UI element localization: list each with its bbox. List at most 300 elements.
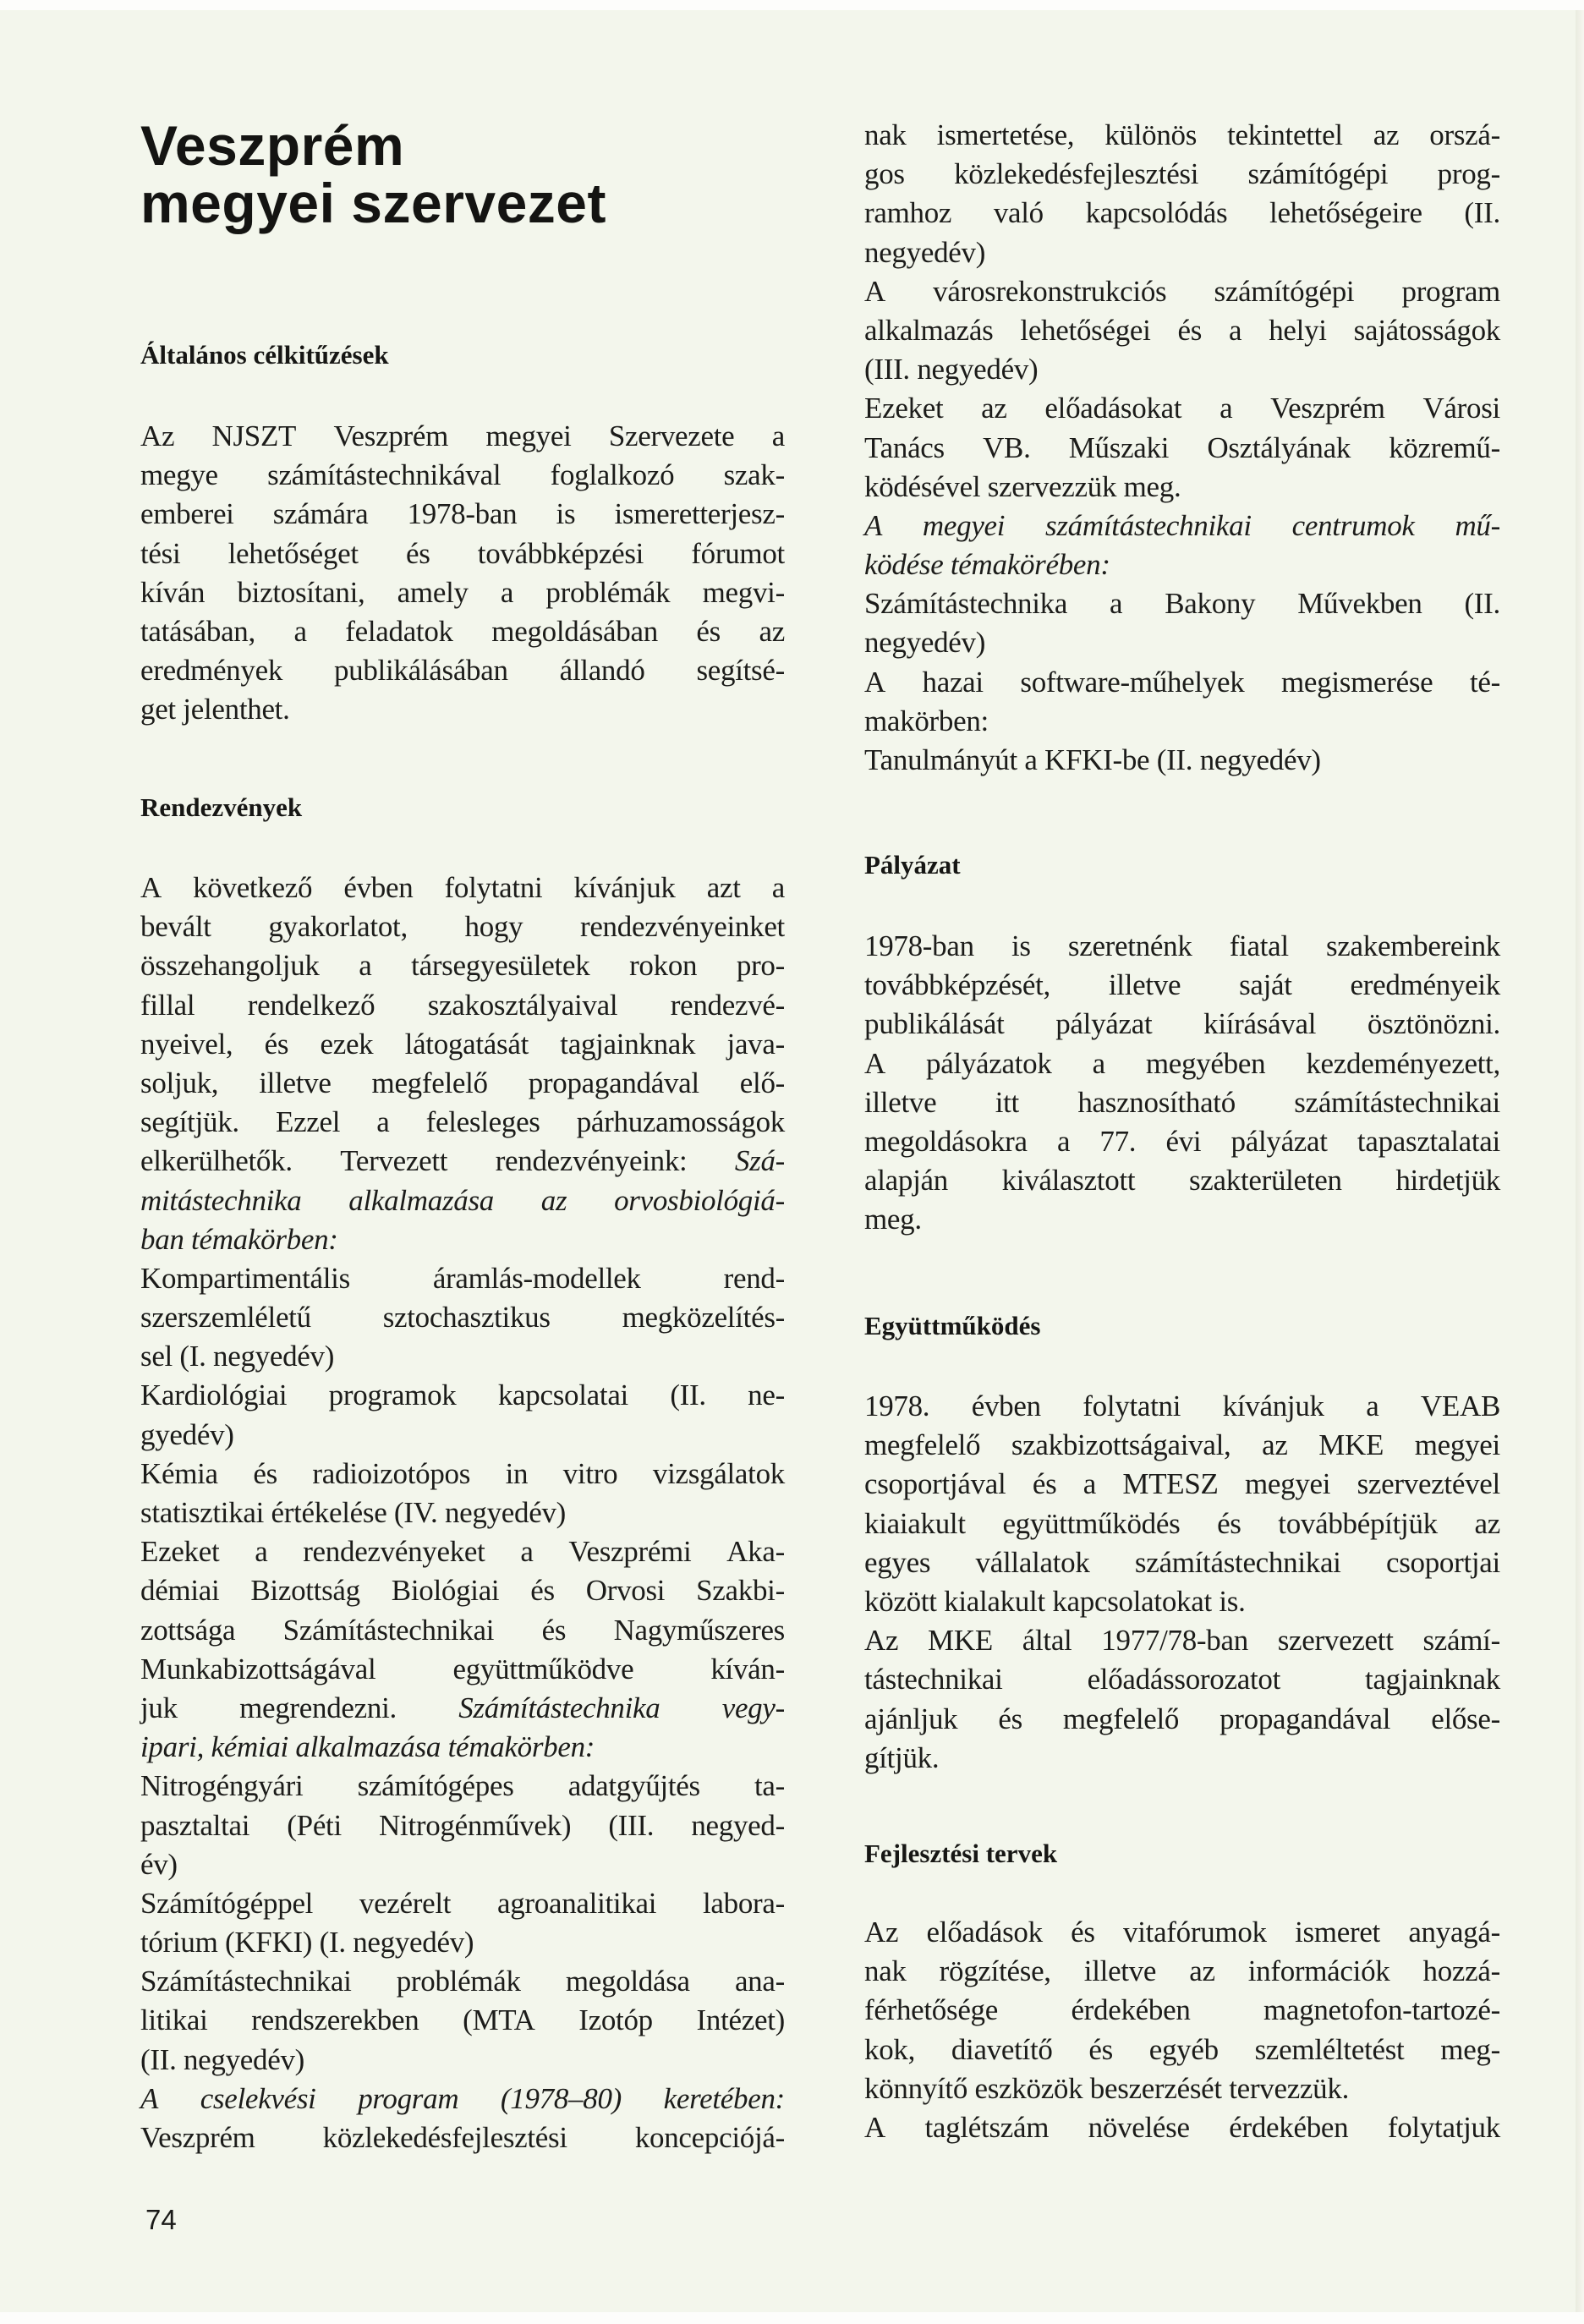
word: és: [1071, 1916, 1095, 1949]
word: megyei: [485, 419, 572, 452]
text-run: get jelenthet.: [140, 693, 290, 726]
word: hozzá-: [1422, 1954, 1500, 1988]
italic-word: keretében:: [663, 2081, 785, 2115]
word: összehangoljuk: [140, 949, 320, 983]
word: helyi: [1269, 313, 1327, 347]
paragraph: [864, 927, 1500, 1240]
text-line: [140, 1884, 785, 1923]
text-line: [140, 1455, 785, 1494]
text-line: [864, 1161, 1500, 1200]
word: folytatni: [444, 871, 543, 904]
word: saját: [1239, 968, 1292, 1002]
word: Aka-: [726, 1535, 785, 1569]
word: csoportjai: [1385, 1545, 1500, 1579]
text-line: [864, 663, 1500, 702]
word: koncepciójá-: [634, 2121, 785, 2154]
text-line: [140, 1923, 785, 1962]
word: és: [405, 536, 430, 570]
word: folytatjuk: [1387, 2110, 1500, 2144]
word: ezek: [320, 1027, 374, 1061]
word: folytatni: [1082, 1389, 1181, 1422]
word: Veszprém: [333, 419, 449, 452]
text-line: [140, 1532, 785, 1571]
word: bevált: [140, 910, 211, 944]
word: A: [864, 665, 885, 699]
word: megye: [140, 458, 218, 492]
word: Ezeket: [140, 1535, 220, 1569]
text-run: sel (I. negyedév): [140, 1340, 335, 1373]
word: Biológiai: [391, 1574, 500, 1608]
text-line: [864, 1122, 1500, 1161]
text-line: [864, 545, 1500, 584]
text-line: [864, 1660, 1500, 1699]
word: Tanács: [864, 430, 945, 464]
word: társegyesületek: [411, 949, 590, 983]
word: negyed-: [691, 1808, 785, 1842]
text-line: [140, 651, 785, 690]
word: rokon: [629, 949, 698, 983]
word: számítástechnikával: [267, 458, 502, 492]
text-line: [864, 1543, 1500, 1582]
word: 1977/78-ban: [1101, 1624, 1248, 1658]
word: pályázatok: [926, 1046, 1052, 1080]
word: kapcsolatai: [497, 1379, 628, 1412]
word: az: [981, 392, 1007, 425]
word: orszá-: [1429, 118, 1500, 151]
text-line: [864, 233, 1500, 272]
italic-word: az: [540, 1183, 567, 1217]
word: növelése: [1088, 2110, 1190, 2144]
word: és: [1177, 313, 1203, 347]
word: párhuzamosságok: [576, 1105, 785, 1139]
word: (II.: [1464, 587, 1500, 621]
word: érdekében: [1071, 1993, 1191, 2027]
word: szerveztével: [1357, 1467, 1500, 1501]
word: 1978.: [864, 1389, 930, 1422]
word: A: [864, 274, 885, 308]
italic-word: cselekvési: [200, 2081, 316, 2115]
text-line: [864, 1913, 1500, 1952]
word: tési: [140, 536, 181, 570]
word: pályázat: [1055, 1007, 1153, 1041]
word: egyes: [864, 1545, 931, 1579]
word: eredményeik: [1350, 968, 1500, 1002]
word: tástechnikai: [864, 1663, 1003, 1696]
word: ana-: [734, 1965, 785, 1998]
word: magnetofon-tartozé-: [1263, 1993, 1500, 2027]
word: Városi: [1422, 392, 1500, 425]
text-line: [864, 741, 1500, 780]
word: pro-: [736, 949, 785, 983]
text-line: [140, 1571, 785, 1610]
word: továbbépítjük: [1278, 1506, 1438, 1540]
text-line: [864, 1991, 1500, 2030]
word: nak: [864, 118, 907, 151]
text-line: [864, 1200, 1500, 1239]
text-line: [140, 1806, 785, 1845]
word: ismeretterjesz-: [614, 497, 785, 531]
word: látogatását: [404, 1027, 529, 1061]
text-run: Tanulmányút a KFKI-be (II. negyedév): [864, 743, 1321, 776]
text-line: [864, 2108, 1500, 2147]
word: illetve: [1083, 1954, 1157, 1988]
text-line: [864, 1505, 1500, 1543]
word: a: [1110, 587, 1123, 621]
word: VEAB: [1420, 1389, 1500, 1422]
word: a: [255, 1535, 268, 1569]
word: kíván-: [710, 1652, 785, 1685]
word: Kompartimentális: [140, 1261, 350, 1295]
word: ismertetése,: [936, 118, 1075, 151]
word: számára: [272, 497, 369, 531]
word: hogy: [464, 910, 523, 944]
word: soljuk,: [140, 1066, 219, 1099]
word: megyei: [1245, 1467, 1331, 1501]
section-heading: Pályázat: [864, 850, 961, 880]
word: a: [1220, 392, 1233, 425]
word: Számítástechnikai: [140, 1965, 352, 1998]
word: Nitrogéngyári: [140, 1769, 304, 1803]
word: amely: [397, 575, 469, 609]
word: megvi-: [702, 575, 785, 609]
text-run: ködésével szervezzük meg.: [864, 469, 1181, 503]
text-run: év): [140, 1847, 178, 1881]
word: lehetőséget: [227, 536, 359, 570]
italic-word: orvosbiológiá-: [614, 1183, 785, 1217]
section-heading: Általános célkitűzések: [140, 340, 389, 370]
word: a: [1092, 1046, 1105, 1080]
text-run: között kialakult kapcsolatokat is.: [864, 1584, 1246, 1618]
word: közlekedésfejlesztési: [322, 2121, 567, 2154]
word: démiai: [140, 1574, 220, 1608]
word: Ezzel: [275, 1105, 341, 1139]
word: ismeret: [1295, 1916, 1380, 1949]
word: a: [500, 575, 514, 609]
text-line: [864, 350, 1500, 389]
word: az: [1474, 1506, 1500, 1540]
word: a: [1366, 1389, 1379, 1422]
page-title: [140, 114, 606, 234]
word: megyében: [1145, 1046, 1266, 1080]
text-line: [864, 389, 1500, 428]
word: itt: [995, 1085, 1019, 1119]
word: a: [1056, 1124, 1071, 1158]
word: Szakbi-: [696, 1574, 785, 1608]
text-line: [140, 1298, 785, 1337]
word: elkerülhetők.: [140, 1144, 293, 1178]
word: szerszemléletű: [140, 1301, 311, 1335]
word: állandó: [559, 654, 645, 688]
text-line: [864, 1465, 1500, 1504]
word: számítógépes: [357, 1769, 514, 1803]
word: problémák: [396, 1965, 521, 1998]
italic-word: A: [864, 508, 883, 542]
word: radioizotópos: [312, 1456, 471, 1490]
text-line: [864, 927, 1500, 966]
word: megfelelő: [1062, 1702, 1180, 1735]
word: Kardiológiai: [140, 1379, 288, 1412]
word: 1978-ban: [407, 497, 518, 531]
word: fórumot: [691, 536, 785, 570]
word: kívánjuk: [573, 871, 676, 904]
paragraph: [864, 1387, 1500, 1778]
word: Művekben: [1297, 587, 1422, 621]
text-run: meg.: [864, 1203, 922, 1236]
word: a: [293, 614, 307, 648]
text-line: [864, 1700, 1500, 1739]
word: tatásában,: [140, 614, 255, 648]
word: lehetőségei: [1020, 313, 1151, 347]
word: számítógépi: [1214, 274, 1355, 308]
word: azt: [706, 871, 741, 904]
text-line: [140, 2080, 785, 2118]
text-line: [140, 1103, 785, 1142]
word: tekintettel: [1227, 118, 1343, 151]
word: által: [1022, 1624, 1072, 1658]
word: Bakony: [1165, 587, 1256, 621]
word: szakterületen: [1188, 1164, 1342, 1198]
word: szeretnénk: [1067, 929, 1192, 962]
word: számí-: [1422, 1624, 1500, 1658]
italic-word: Számítástechnika: [458, 1691, 660, 1724]
paragraph: [864, 1913, 1500, 2147]
word: java-: [726, 1027, 785, 1061]
word: publikálását: [864, 1007, 1005, 1041]
word: Műszaki: [1068, 430, 1170, 464]
text-run: könnyítő eszközök beszerzését tervezzük.: [864, 2071, 1350, 2105]
word: nak: [864, 1954, 907, 1988]
scan-top-margin: [0, 0, 1584, 10]
word: közlekedésfejlesztési: [954, 157, 1199, 191]
word: Az: [140, 419, 175, 452]
text-line: [864, 1387, 1500, 1426]
word: Intézet): [696, 2003, 785, 2037]
word: Ezeket: [864, 392, 944, 425]
word: rendszerekben: [251, 2003, 419, 2037]
title-line: Veszprém: [140, 114, 405, 177]
word: kiaiakult: [864, 1506, 966, 1540]
word: program: [1401, 274, 1500, 308]
word: gyakorlatot,: [268, 910, 408, 944]
word: Tervezett: [340, 1144, 448, 1178]
word: A: [864, 1046, 885, 1080]
word: fillal: [140, 988, 195, 1022]
word: Számítástechnikai: [282, 1613, 495, 1647]
word: segítsé-: [696, 654, 785, 688]
text-line: [140, 907, 785, 946]
text-line: [864, 311, 1500, 350]
word: megismerése: [1281, 665, 1433, 699]
word: különös: [1104, 118, 1198, 151]
text-run: tórium (KFKI) (I. negyedév): [140, 1926, 474, 1960]
text-line: [140, 1181, 785, 1220]
text-line: [864, 1952, 1500, 1991]
text-line: [864, 1426, 1500, 1465]
word: juk: [140, 1691, 178, 1724]
word: Számítástechnika: [864, 587, 1068, 621]
text-line: [140, 1376, 785, 1415]
word: városrekonstrukciós: [933, 274, 1167, 308]
text-line: [140, 2118, 785, 2157]
word: megoldásában: [491, 614, 658, 648]
word: Osztályának: [1207, 430, 1351, 464]
text-line: [140, 2041, 785, 2080]
word: Nitrogénművek): [379, 1808, 572, 1842]
word: megfelelő: [371, 1066, 488, 1099]
italic-word: számítástechnikai: [1045, 508, 1252, 542]
word: szakbizottságaival,: [1011, 1428, 1231, 1462]
word: együttműködés: [1002, 1506, 1181, 1540]
word: (II.: [670, 1379, 706, 1412]
word: Munkabizottságával: [140, 1652, 376, 1685]
italic-text: ködése témakörében:: [864, 548, 1110, 582]
text-line: [140, 1650, 785, 1689]
text-line: [864, 2069, 1500, 2108]
word: illetve: [259, 1066, 332, 1099]
word: hasznosítható: [1077, 1085, 1236, 1119]
word: az: [1262, 1428, 1288, 1462]
word: megközelítés-: [622, 1301, 785, 1335]
text-line: [140, 1025, 785, 1064]
text-run: gyedév): [140, 1417, 234, 1451]
word: lehetőségeire: [1269, 196, 1422, 230]
text-line: [140, 1259, 785, 1298]
text-line: [864, 1005, 1500, 1044]
word: évben: [971, 1389, 1041, 1422]
word: előse-: [1431, 1702, 1500, 1735]
word: évi: [1165, 1124, 1202, 1158]
text-line: [140, 1064, 785, 1103]
word: 1978-ban: [864, 929, 974, 962]
word: ne-: [748, 1379, 785, 1412]
word: felesleges: [425, 1105, 540, 1139]
word: továbbképzési: [477, 536, 644, 570]
word: megrendezni.: [239, 1691, 397, 1724]
text-line: [864, 623, 1500, 662]
text-line: [864, 468, 1500, 507]
word: MKE: [1318, 1428, 1384, 1462]
text-line: [864, 194, 1500, 233]
word: té-: [1469, 665, 1500, 699]
word: sztochasztikus: [382, 1301, 551, 1335]
word: vitafórumok: [1123, 1916, 1267, 1949]
text-line: [140, 1767, 785, 1806]
word: számítógépi: [1247, 157, 1389, 191]
word: A: [140, 871, 162, 904]
word: problémák: [545, 575, 671, 609]
word: illetve: [864, 1085, 937, 1119]
text-line: [140, 495, 785, 534]
word: vitro: [562, 1456, 618, 1490]
text-run: (III. negyedév): [864, 353, 1039, 386]
word: való: [993, 196, 1044, 230]
word: tagjainknak: [1365, 1663, 1500, 1696]
paragraph: [864, 116, 1500, 780]
word: következő: [193, 871, 313, 904]
word: az: [759, 614, 785, 648]
word: MTESZ: [1122, 1467, 1219, 1501]
text-line: [140, 1142, 785, 1181]
word: A: [864, 2110, 885, 2144]
word: gos: [864, 157, 905, 191]
text-line: [140, 1962, 785, 2001]
word: és: [1088, 2032, 1113, 2066]
text-line: [864, 507, 1500, 545]
word: zottsága: [140, 1613, 236, 1647]
text-line: [140, 1845, 785, 1884]
word: eredmények: [140, 654, 283, 688]
word: VB.: [983, 430, 1031, 464]
word: áramlás-modellek: [432, 1261, 641, 1295]
word: (II.: [1464, 196, 1500, 230]
word: tagjainknak: [560, 1027, 696, 1061]
word: a: [771, 419, 785, 452]
word: megfelelő: [864, 1428, 981, 1462]
paragraph: [140, 417, 785, 730]
word: és: [253, 1456, 277, 1490]
word: hazai: [922, 665, 984, 699]
word: Veszprémi: [568, 1535, 692, 1569]
word: programok: [328, 1379, 457, 1412]
word: érdekében: [1229, 2110, 1349, 2144]
word: kezdeményezett,: [1306, 1046, 1500, 1080]
italic-word: centrumok: [1291, 508, 1415, 542]
word: alapján: [864, 1164, 948, 1198]
word: kapcsolódás: [1085, 196, 1228, 230]
word: kiválasztott: [1001, 1164, 1136, 1198]
text-line: [864, 966, 1500, 1005]
word: a: [771, 871, 785, 904]
word: és: [530, 1574, 555, 1608]
word: is: [1011, 929, 1031, 962]
word: és: [541, 1613, 567, 1647]
word: NJSZT: [211, 419, 297, 452]
text-line: [864, 702, 1500, 741]
text-line: [864, 2031, 1500, 2069]
word: in: [505, 1456, 529, 1490]
word: biztosítani,: [237, 575, 365, 609]
word: Orvosi: [585, 1574, 666, 1608]
word: az: [1189, 1954, 1215, 1988]
text-line: [140, 946, 785, 985]
word: közremű-: [1389, 430, 1500, 464]
word: továbbképzését,: [864, 968, 1050, 1002]
italic-word: (1978–80): [500, 2081, 622, 2115]
word: és: [1217, 1506, 1241, 1540]
word: foglalkozó: [550, 458, 675, 492]
page-fold-edge: [1576, 10, 1584, 2324]
word: vállalatok: [975, 1545, 1090, 1579]
word: elő-: [739, 1066, 785, 1099]
text-line: [140, 1220, 785, 1259]
text-line: [140, 573, 785, 612]
text-run: (II. negyedév): [140, 2042, 305, 2076]
scan-bottom-margin: [0, 2312, 1584, 2324]
word: ajánljuk: [864, 1702, 958, 1735]
word: rendelkező: [247, 988, 375, 1022]
word: anyagá-: [1408, 1916, 1500, 1949]
word: a: [376, 1105, 390, 1139]
italic-word: Szá-: [734, 1144, 785, 1178]
word: a: [520, 1535, 534, 1569]
word: (III.: [608, 1808, 655, 1842]
word: szak-: [723, 458, 785, 492]
text-line: [140, 869, 785, 907]
word: Szervezete: [608, 419, 735, 452]
italic-word: alkalmazása: [348, 1183, 494, 1217]
word: ramhoz: [864, 196, 952, 230]
word: Kémia: [140, 1456, 218, 1490]
